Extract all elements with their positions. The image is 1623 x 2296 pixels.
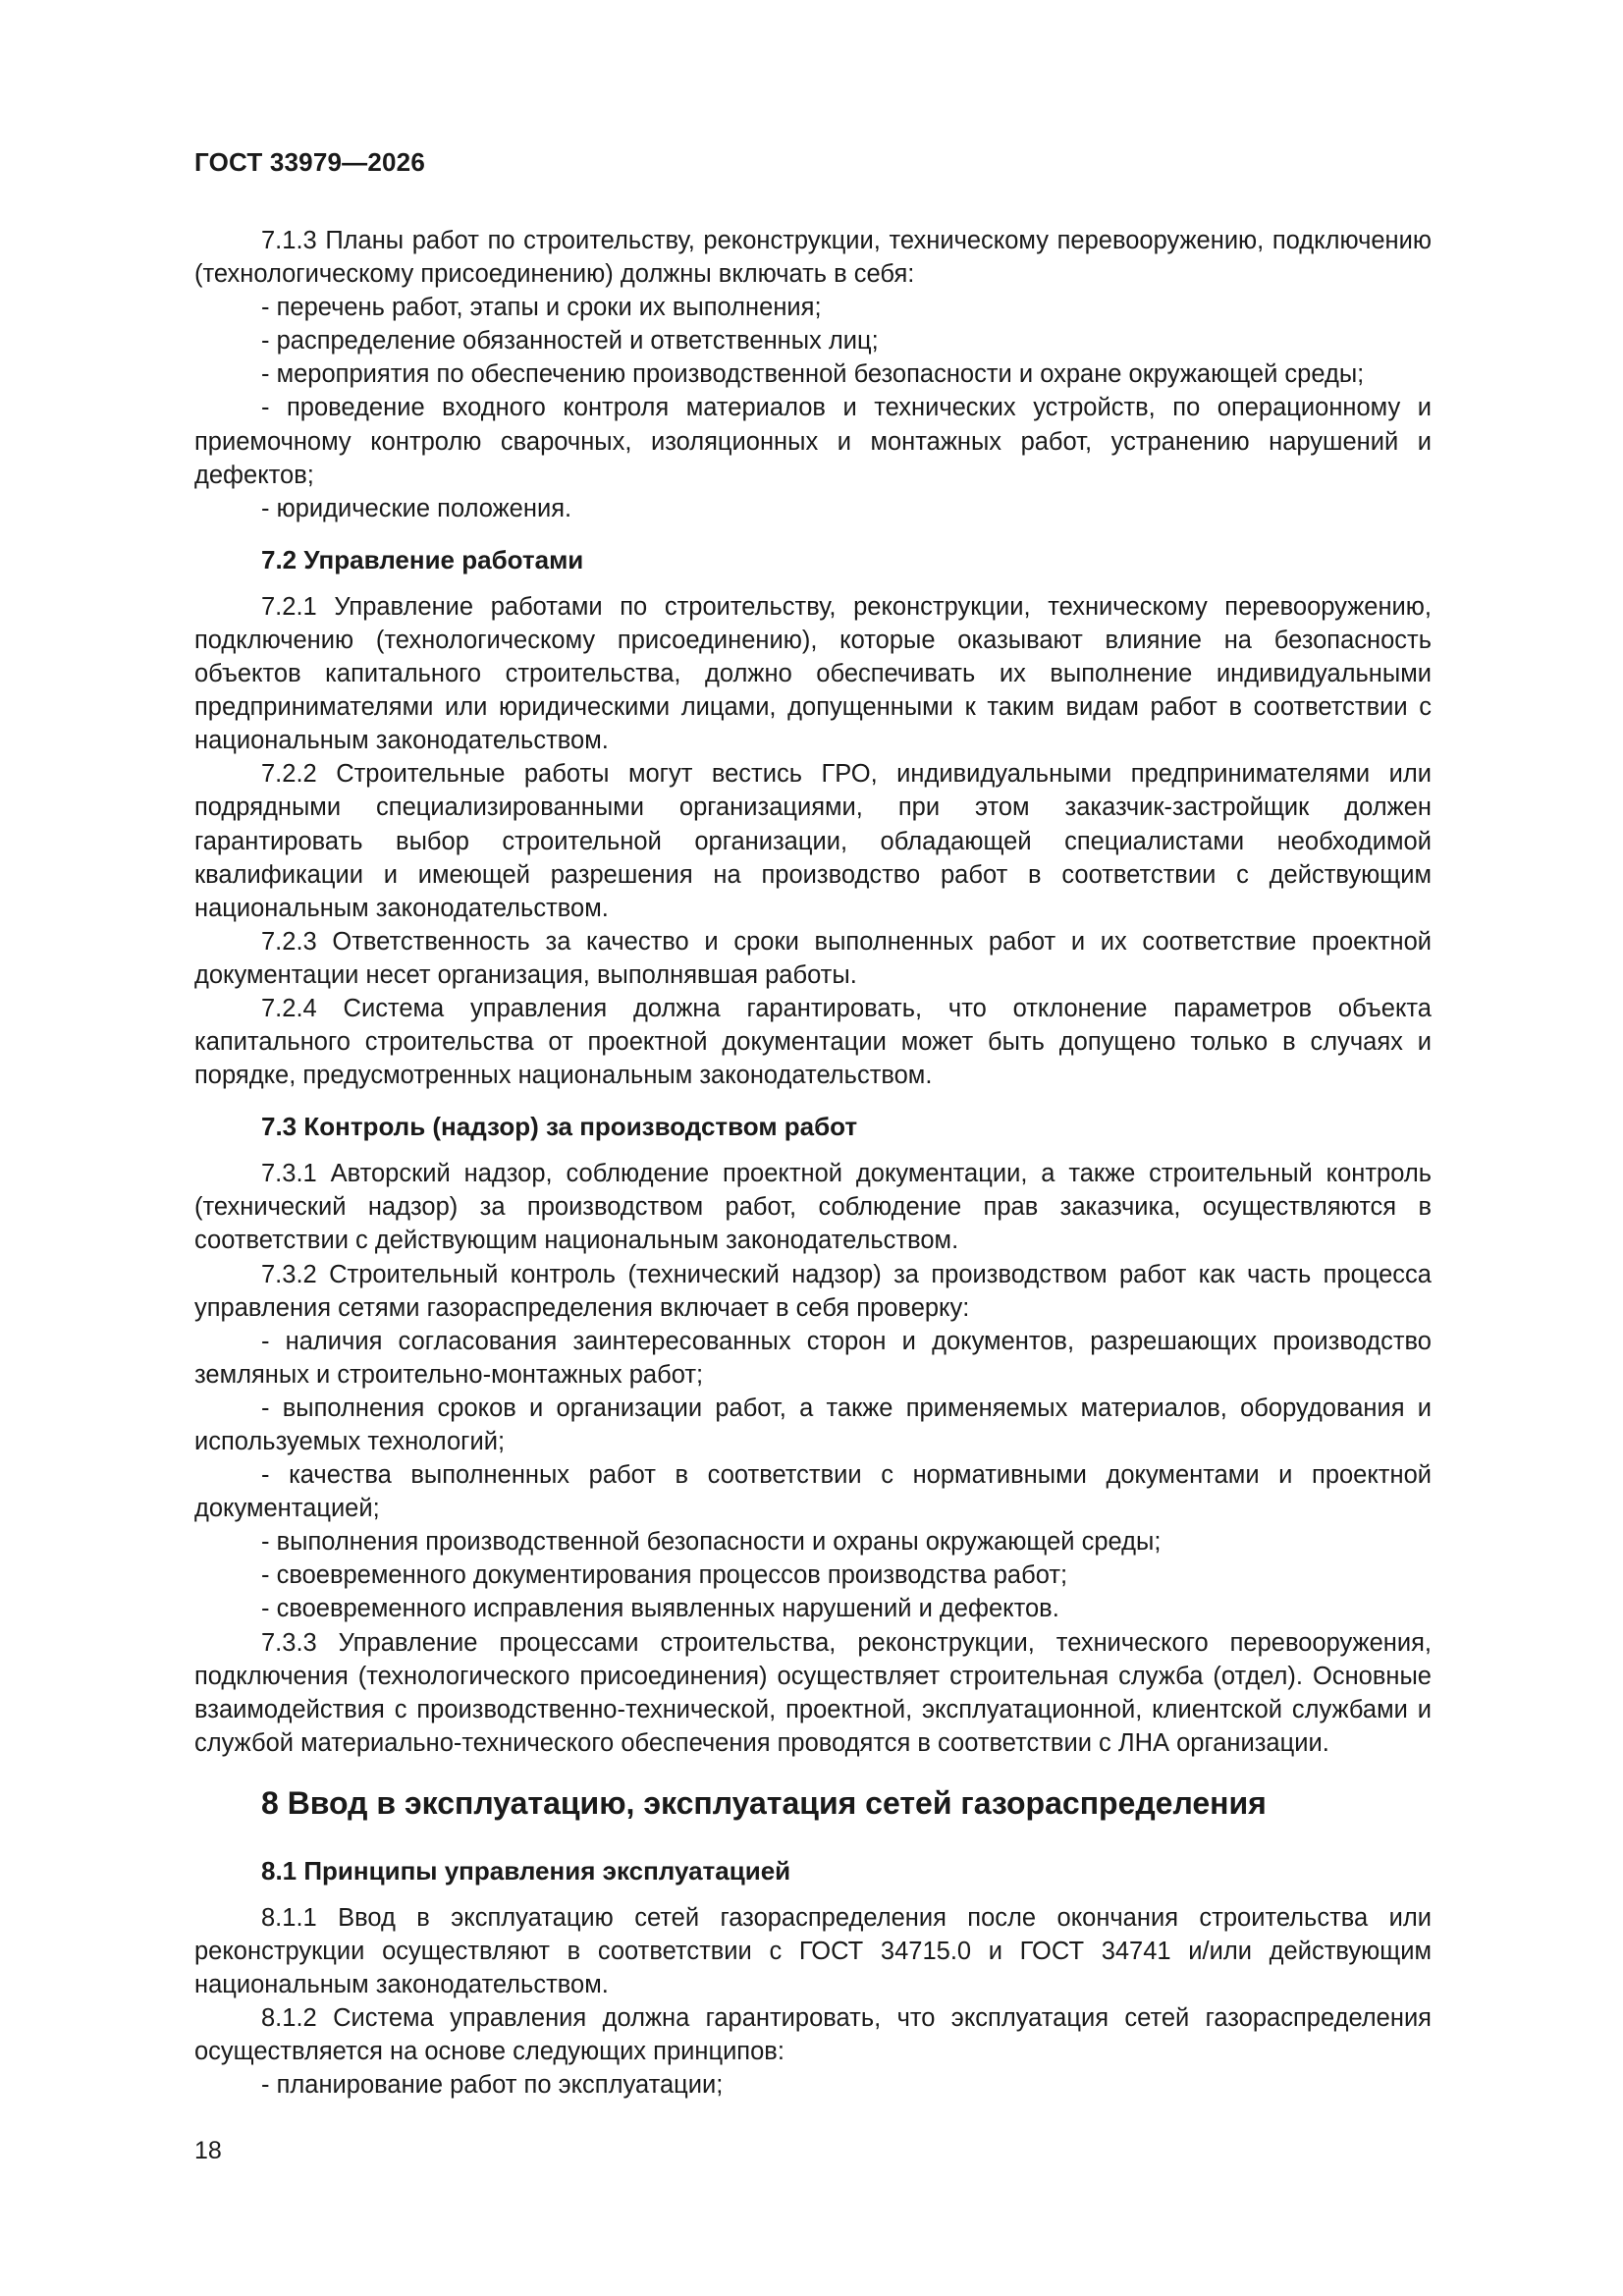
list-item: - перечень работ, этапы и сроки их выполнения; [261,294,822,322]
list-item: - мероприятия по обеспечению производственной безопасности и охране окружающей среды; [261,360,1365,389]
subsection-heading: 8.1 Принципы управления эксплуатацией [261,1855,791,1886]
document-body [194,224,1432,2103]
list-item: - выполнения производственной безопасности и охраны окружающей среды; [261,1528,1162,1557]
list-item: - планирование работ по эксплуатации; [261,2071,724,2100]
paragraph: 7.3.2 Строительный контроль (технический надзор) за производством работ как часть процесса управления сетями газораспределения включает в себя проверку: [194,1260,1432,1322]
paragraph: 7.2.4 Система управления должна гарантировать, что отклонение параметров объекта капитального строительства от проектной документации может быть допущено только в случаях и порядке, предусмотренных национальным законодательством. [194,994,1432,1090]
list-item: - юридические положения. [261,494,572,522]
paragraph: 7.2.1 Управление работами по строительству, реконструкции, техническому перевооружению, подключению (технологическому присоединению), которые оказывают влияние на безопасность объектов капитального строительства, должно обеспечивать их выполнение индивидуальными предпринимателями или юридическими лицами, допущенными к таким видам работ в соответствии с национальным законодательством. [194,592,1432,755]
list-item: - качества выполненных работ в соответствии с нормативными документами и проектной документацией; [194,1461,1432,1523]
section-heading: 8 Ввод в эксплуатацию, эксплуатация сетей газораспределения [261,1784,1267,1821]
subsection-heading: 7.3 Контроль (надзор) за производством работ [261,1112,858,1142]
paragraph: 7.2.2 Строительные работы могут вестись ГРО, индивидуальными предпринимателями или подрядными специализированными организациями, при этом заказчик-застройщик должен гарантировать выбор строительной организации, обладающей специалистами необходимой квалификации и имеющей разрешения на производство работ в соответствии с действующим национальным законодательством. [194,760,1432,922]
paragraph: 8.1.2 Система управления должна гарантировать, что эксплуатация сетей газораспределения осуществляется на основе следующих принципов: [194,2004,1432,2066]
paragraph: 7.2.3 Ответственность за качество и сроки выполненных работ и их соответствие проектной документации несет организация, выполнявшая работы. [194,927,1432,989]
list-item: - наличия согласования заинтересованных сторон и документов, разрешающих производство земляных и строительно-монтажных работ; [194,1327,1432,1389]
paragraph: 8.1.1 Ввод в эксплуатацию сетей газораспределения после окончания строительства или реконструкции осуществляют в соответствии с ГОСТ 34715.0 и ГОСТ 34741 и/или действующим национальным законодательством. [194,1903,1432,1999]
list-item: - выполнения сроков и организации работ, а также применяемых материалов, оборудования и используемых технологий; [194,1394,1432,1455]
list-item: - распределение обязанностей и ответственных лиц; [261,327,879,355]
list-item: - своевременного документирования процессов производства работ; [261,1561,1068,1590]
page-number: 18 [194,2137,222,2164]
subsection-heading: 7.2 Управление работами [261,544,584,574]
list-item: - своевременного исправления выявленных нарушений и дефектов. [261,1595,1059,1623]
paragraph: 7.3.3 Управление процессами строительства, реконструкции, технического перевооружения, подключения (технологического присоединения) осуществляет строительная служба (отдел). Основные взаимодействия с производственно-технической, проектной, эксплуатационной, клиентской службами и службой материально-технического обеспечения проводятся в соответствии с ЛНА организации. [194,1628,1432,1757]
paragraph: 7.3.1 Авторский надзор, соблюдение проектной документации, а также строительный контроль (технический надзор) за производством работ, соблюдение прав заказчика, осуществляются в соответствии с действующим национальным законодательством. [194,1160,1432,1255]
paragraph: 7.1.3 Планы работ по строительству, реконструкции, техническому перевооружению, подключению (технологическому присоединению) должны включать в себя: [194,227,1432,289]
document-header: ГОСТ 33979—2026 [194,147,425,177]
list-item: - проведение входного контроля материалов и технических устройств, по операционному и приемочному контролю сварочных, изоляционных и монтажных работ, устранению нарушений и дефектов; [194,394,1432,489]
